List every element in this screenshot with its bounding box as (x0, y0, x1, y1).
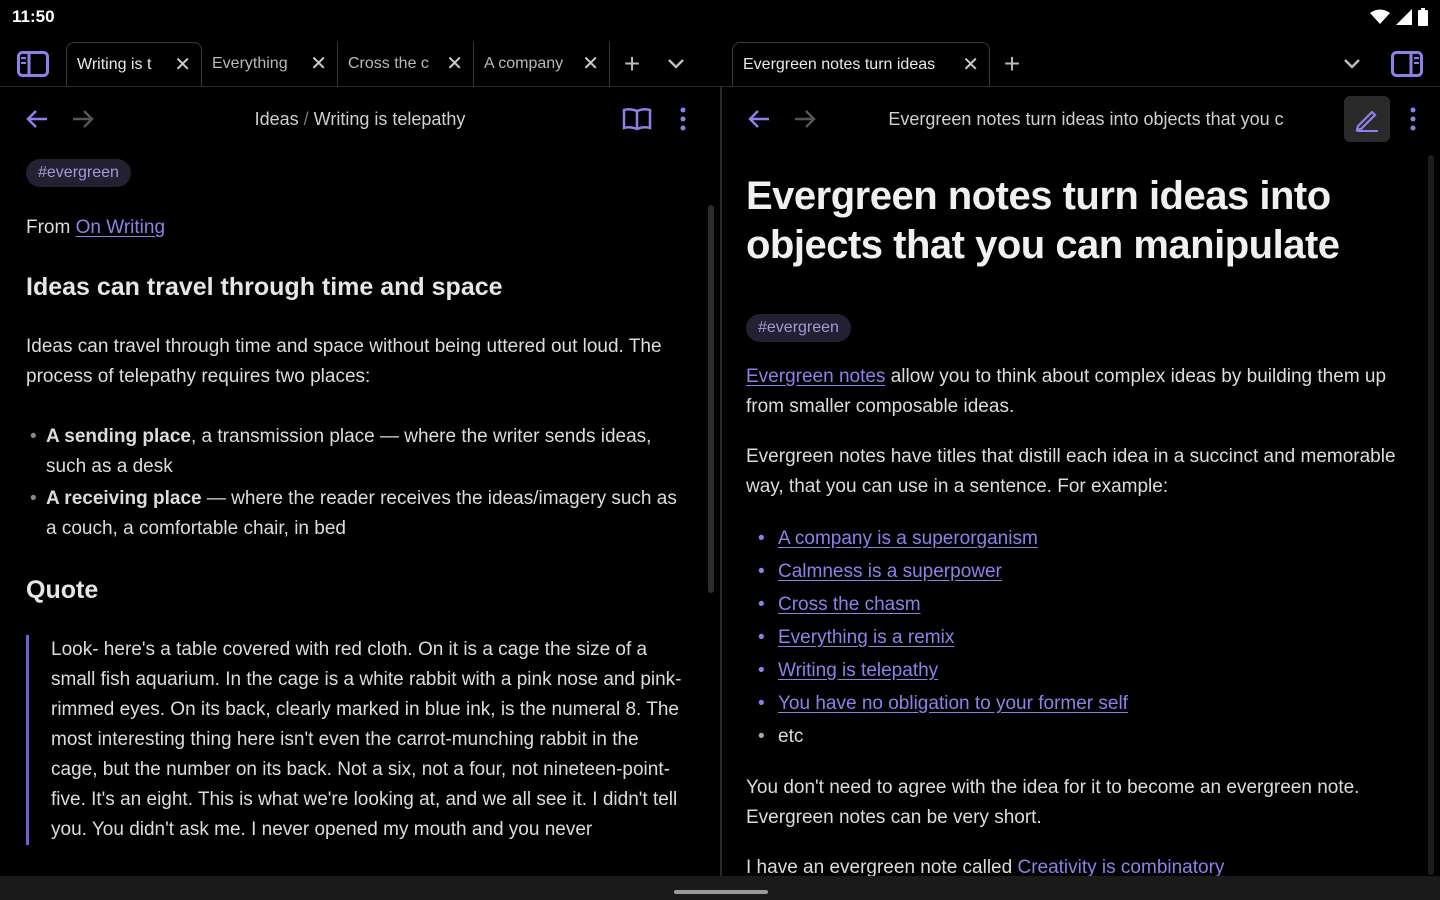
signal-icon (1396, 9, 1412, 25)
link-writing-telepathy[interactable]: Writing is telepathy (778, 660, 939, 681)
arrow-back-icon (25, 109, 49, 129)
from-label: From (26, 217, 71, 238)
paragraph-creativity (746, 853, 1406, 876)
paragraph-agree: You don't need to agree with the idea for it to become an evergreen note. Evergreen notes can be very short. (746, 777, 1360, 828)
paragraph-intro-text: allow you to think about complex ideas by building them up from smaller composable ideas. (746, 366, 1387, 417)
paragraph-intro (746, 362, 1406, 422)
link-calmness[interactable]: Calmness is a superpower (778, 561, 1002, 582)
example-list (746, 522, 1406, 753)
toggle-left-sidebar-button[interactable] (0, 42, 66, 86)
sidebar-right-icon (1391, 51, 1423, 77)
list-item: • etc (746, 720, 1406, 753)
quote-text: Look- here's a table covered with red cloth. On it is a cage the size of a small fish aquarium. In the cage is a white rabbit with a pink nose and pink-rimmed eyes. On its back, clearly marked in blue ink, is the numeral 8. The most interesting thing here isn't even the carrot-munching rabbit in the cage, but the number on its back. Not a six, not a four, not nineteen-point-five. It's an eight. This is what we're looking at, and we all see it. I didn't tell you. You didn't ask me. I never opened my mouth and you never (51, 639, 682, 840)
plus-icon: + (1003, 48, 1021, 79)
forward-button[interactable] (782, 96, 828, 142)
chevron-down-icon (667, 58, 685, 70)
back-button[interactable] (736, 96, 782, 142)
close-icon[interactable]: ✕ (582, 53, 599, 75)
heading-ideas-travel: Ideas can travel through time and space (26, 273, 503, 301)
arrow-forward-icon (793, 109, 817, 129)
book-open-icon (622, 107, 652, 131)
close-icon[interactable]: ✕ (962, 53, 979, 76)
edit-mode-button[interactable] (1344, 96, 1390, 142)
paragraph-creativity-text: I have an evergreen note called (746, 857, 1018, 876)
breadcrumb-folder[interactable]: Ideas (254, 108, 299, 129)
right-note-content[interactable] (746, 150, 1406, 876)
status-time: 11:50 (12, 7, 55, 26)
bullet-list (26, 422, 686, 544)
list-item (746, 621, 1406, 654)
more-vertical-icon (1410, 107, 1416, 131)
new-tab-button[interactable] (990, 42, 1034, 86)
tab-evergreen-notes[interactable] (732, 42, 990, 86)
link-creativity[interactable]: Creativity is combinatory (1017, 857, 1225, 876)
close-icon[interactable]: ✕ (310, 53, 327, 75)
gesture-bar (0, 876, 1440, 900)
tab-cross-the-chasm[interactable] (338, 42, 474, 86)
pencil-edit-icon (1354, 106, 1380, 132)
note-title-bar[interactable]: Evergreen notes turn ideas into objects that you c (888, 108, 1284, 129)
close-icon[interactable]: ✕ (446, 53, 463, 75)
list-item (26, 484, 686, 544)
breadcrumb[interactable] (106, 109, 614, 130)
tab-label: Writing is t (77, 55, 152, 73)
back-button[interactable] (14, 96, 60, 142)
breadcrumb-note[interactable]: Writing is telepathy (313, 108, 466, 129)
tab-a-company[interactable] (474, 42, 610, 86)
tab-list-button[interactable] (1330, 42, 1374, 86)
arrow-forward-icon (71, 109, 95, 129)
arrow-back-icon (747, 109, 771, 129)
list-item (746, 687, 1406, 720)
list-item (746, 588, 1406, 621)
list-item (26, 422, 686, 482)
bullet-text: — where the reader receives the ideas/imagery such as a couch, a comfortable chair, in bed (46, 488, 677, 539)
new-tab-button[interactable] (610, 42, 654, 86)
pane-splitter[interactable] (720, 86, 722, 876)
status-icons (1370, 8, 1428, 26)
link-cross-the-chasm[interactable]: Cross the chasm (778, 594, 921, 615)
forward-button[interactable] (60, 96, 106, 142)
tab-writing-is-telepathy[interactable] (66, 42, 202, 86)
more-options-button[interactable] (1390, 96, 1436, 142)
left-scrollbar[interactable] (708, 205, 714, 593)
bullet-bold: A receiving place (46, 488, 202, 509)
gesture-handle[interactable] (674, 890, 768, 894)
right-scrollbar[interactable] (1428, 155, 1434, 875)
left-tab-strip (0, 40, 720, 88)
note-title: Evergreen notes turn ideas into objects that you can manipulate (746, 174, 1340, 267)
list-item (746, 654, 1406, 687)
left-note-content[interactable] (26, 150, 686, 876)
left-nav-bar (0, 96, 720, 142)
right-nav-bar (722, 96, 1440, 142)
tab-label: Everything (212, 55, 288, 72)
from-line (26, 213, 686, 243)
bullet-text: , a transmission place — where the writer sends ideas, such as a desk (46, 426, 652, 477)
list-item (746, 522, 1406, 555)
heading-quote: Quote (26, 576, 99, 604)
reading-view-button[interactable] (614, 96, 660, 142)
link-evergreen-notes[interactable]: Evergreen notes (746, 366, 886, 387)
close-icon[interactable]: ✕ (174, 53, 191, 76)
chevron-down-icon (1343, 58, 1361, 70)
link-everything-remix[interactable]: Everything is a remix (778, 627, 955, 648)
more-options-button[interactable] (660, 96, 706, 142)
wifi-icon (1370, 9, 1390, 25)
bullet-bold: A sending place (46, 426, 191, 447)
plus-icon: + (623, 48, 641, 79)
breadcrumb-separator: / (303, 108, 309, 129)
link-on-writing[interactable]: On Writing (75, 217, 166, 238)
list-item (746, 555, 1406, 588)
tab-label: A company (484, 55, 564, 72)
battery-icon (1418, 8, 1428, 26)
sidebar-left-icon (17, 51, 49, 77)
paragraph-telepathy: Ideas can travel through time and space without being uttered out loud. The process of telepathy requires two places: (26, 336, 662, 387)
paragraph-titles: Evergreen notes have titles that distill each idea in a succinct and memorable way, that you can use in a sentence. For example: (746, 446, 1396, 497)
more-vertical-icon (680, 107, 686, 131)
tab-list-button[interactable] (654, 42, 698, 86)
link-a-company[interactable]: A company is a superorganism (778, 528, 1038, 549)
tab-everything[interactable] (202, 42, 338, 86)
right-tab-strip (722, 40, 1440, 88)
tab-label: Evergreen notes turn ideas (743, 55, 936, 73)
status-bar (0, 0, 1440, 34)
blockquote (26, 635, 686, 845)
toggle-right-sidebar-button[interactable] (1374, 42, 1440, 86)
tab-label: Cross the c (348, 55, 429, 72)
tag-evergreen[interactable]: #evergreen (26, 159, 131, 187)
tag-evergreen[interactable]: #evergreen (746, 314, 851, 342)
link-no-obligation[interactable]: You have no obligation to your former self (778, 693, 1128, 714)
